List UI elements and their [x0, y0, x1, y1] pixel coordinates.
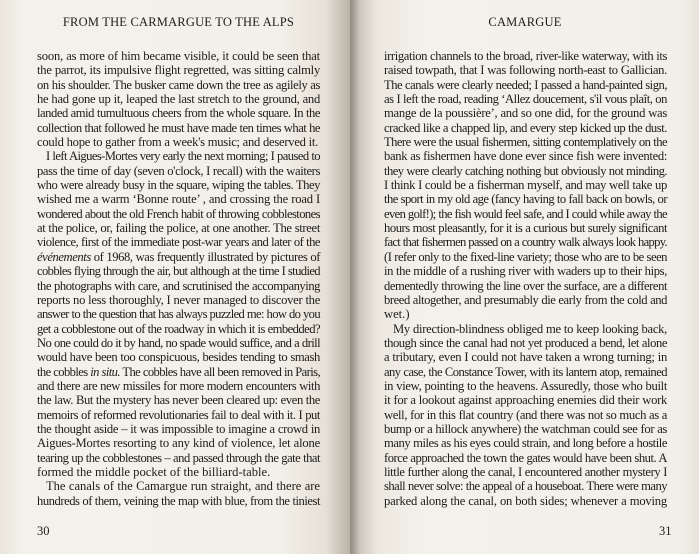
text-segment: formed the middle pocket of the billiard-table.: [37, 464, 271, 479]
text-segment: he had gone up it, leaped the last stretch to the ground, and: [37, 92, 320, 107]
running-head: FROM THE CARMARGUE TO THE ALPS: [62, 15, 295, 29]
text-segment: I left Aigues-Mortes very early the next morning; I paused to: [46, 149, 320, 164]
text-segment: (I refer only to the fixed-line variety; those who are to be seen: [384, 249, 667, 264]
text-line: [37, 322, 320, 336]
text-segment: even golf!); the fish would feel safe, and I could while away the: [384, 206, 667, 221]
text-segment: get a cobblestone out of the roadway in which it is embedded?: [37, 321, 320, 336]
text-line: [384, 393, 667, 407]
text-segment: cracked like a chapped lip, and every step kicked up the dust.: [384, 120, 667, 135]
text-segment: parked along the canal, on both sides; whenever a moving: [384, 493, 667, 508]
text-line: [384, 264, 667, 278]
text-line: [37, 494, 320, 508]
text-line: [37, 250, 320, 264]
text-segment: memoirs of reformed revolutionaries fail to deal with it. I put: [37, 407, 320, 422]
text-line: [37, 365, 320, 379]
text-segment: many miles as his eyes could strain, and long before a hostile: [384, 436, 667, 451]
text-segment: I think I could be a fisherman myself, and may well take up: [384, 178, 667, 193]
text-line: [384, 379, 667, 393]
text-line: [37, 235, 320, 249]
body-text: [384, 49, 667, 508]
text-line: [37, 336, 320, 350]
text-segment: the parrot, its impulsive flight regretted, was sitting calmly: [37, 63, 320, 78]
text-segment: hundreds of them, veining the map with blue, from the tiniest: [37, 493, 320, 508]
italic-text: in situ.: [90, 364, 120, 379]
text-line: [37, 221, 320, 235]
text-line: [37, 465, 320, 479]
text-line: [37, 164, 320, 178]
text-segment: breed altogether, and presumably die early from the cold and: [384, 292, 667, 307]
text-segment: of 1968, was frequently illustrated by pictures of: [90, 249, 320, 264]
text-line: [384, 164, 667, 178]
text-line: [37, 49, 320, 63]
text-segment: in the middle of a rushing river with waders up to their hips,: [384, 264, 667, 279]
body-text: [37, 49, 320, 508]
text-line: [37, 192, 320, 206]
text-line: [384, 465, 667, 479]
text-segment: well, for in this flat country (and there was not so much as a: [384, 407, 667, 422]
text-segment: the sport in my old age (fancy having to fall back on bowls, or: [384, 192, 667, 207]
text-line: [384, 149, 667, 163]
text-line: [37, 279, 320, 293]
text-segment: soon, as more of him became visible, it could be seen that: [37, 49, 320, 63]
text-line: [37, 479, 320, 493]
text-segment: on his shoulder. The busker came down the tree as agilely as: [37, 77, 320, 92]
text-line: [384, 221, 667, 235]
text-line: [384, 408, 667, 422]
text-line: [384, 451, 667, 465]
text-line: [37, 408, 320, 422]
text-segment: tearing up the cobblestones – and passed through the gate that: [37, 450, 320, 465]
text-line: [384, 92, 667, 106]
text-line: [37, 264, 320, 278]
text-segment: dementedly throwing the line over the surface, are a different: [384, 278, 667, 293]
text-segment: it for a lookout against approaching enemies did their work: [384, 393, 667, 408]
text-line: [37, 436, 320, 450]
text-line: [37, 207, 320, 221]
text-segment: at the police, or, failing the police, at one another. The street: [37, 221, 320, 236]
text-line: [384, 293, 667, 307]
text-line: [37, 422, 320, 436]
text-line: [37, 78, 320, 92]
text-segment: reports no less thoroughly, I never managed to discover the: [37, 292, 320, 307]
text-line: [37, 63, 320, 77]
text-line: [384, 192, 667, 206]
text-line: [384, 479, 667, 493]
text-segment: shall never solve: the appeal of a houseboat. There were many: [384, 479, 667, 494]
text-segment: cobbles flying through the air, but although at the time I studied: [37, 264, 320, 279]
text-line: [37, 393, 320, 407]
text-segment: could hope to gather from a week's music; and deserved it.: [37, 135, 319, 150]
text-line: [384, 49, 667, 63]
text-segment: in view, pointing to the heavens. Assuredly, those who built: [384, 378, 667, 393]
text-segment: little further along the canal, I encountered another mystery I: [384, 464, 667, 479]
text-segment: the cobbles: [37, 364, 91, 379]
text-line: [37, 149, 320, 163]
page-number: 31: [659, 524, 672, 538]
text-segment: The cobbles have all been removed in Paris,: [119, 364, 320, 379]
text-line: [384, 178, 667, 192]
text-line: [384, 350, 667, 364]
text-line: [384, 235, 667, 249]
text-segment: Aigues-Mortes resorting to any kind of violence, let alone: [37, 436, 320, 451]
text-line: [37, 350, 320, 364]
text-line: [384, 336, 667, 350]
text-line: [384, 106, 667, 120]
text-segment: My direction-blindness obliged me to keep looking back,: [393, 321, 667, 336]
text-segment: the photographs with care, and scrutinised the accompanying: [37, 278, 320, 293]
text-line: [384, 422, 667, 436]
text-segment: raised towpath, that I was following north-east to Gallician.: [384, 63, 667, 78]
text-line: [384, 436, 667, 450]
text-line: [37, 121, 320, 135]
text-segment: wondered about the old French habit of throwing cobblestones: [37, 206, 320, 221]
text-segment: irrigation channels to the broad, river-like waterway, with its: [384, 49, 667, 63]
text-segment: answer to the question that has always puzzled me: how do you: [37, 307, 320, 322]
text-segment: bank as fishermen have done ever since fish were invented:: [384, 149, 667, 164]
text-segment: hours most pleasantly, for it is a curious but surely significant: [384, 221, 667, 236]
text-segment: the thought aside – it was impossible to imagine a crowd in: [37, 421, 320, 436]
text-segment: pass the time of day (seven o'clock, I recall) with the waiters: [37, 163, 320, 178]
text-segment: The canals were clearly needed; I passed a hand-painted sign,: [384, 77, 667, 92]
text-line: [37, 307, 320, 321]
text-line: [384, 78, 667, 92]
text-segment: violence, first of the immediate post-war years and later of the: [37, 235, 320, 250]
text-segment: The canals of the Camargue run straight, and there are: [46, 479, 320, 494]
text-line: [37, 451, 320, 465]
text-segment: who were already busy in the square, wiping the tables. They: [37, 178, 320, 193]
text-segment: No one could do it by hand, no spade would suffice, and a drill: [37, 335, 320, 350]
text-line: [384, 365, 667, 379]
text-segment: would have been too conspicuous, besides tending to smash: [37, 350, 320, 365]
text-line: [384, 494, 667, 508]
text-segment: There were the usual fishermen, sitting contemplatively on the: [384, 135, 667, 150]
text-line: [384, 207, 667, 221]
text-segment: mange de la poussière’, and so one did, for the ground was: [384, 106, 667, 121]
text-line: [37, 106, 320, 120]
text-line: [37, 178, 320, 192]
text-line: [37, 379, 320, 393]
text-segment: a tributary, even I could not have taken a wrong turning; in: [384, 350, 667, 365]
italic-text: événements: [37, 249, 91, 264]
text-line: [37, 135, 320, 149]
text-segment: collection that followed he must have made ten times what he: [37, 120, 320, 135]
text-line: [384, 250, 667, 264]
text-segment: fact that fishermen passed on a country walk always look happy.: [384, 235, 667, 250]
text-line: [37, 293, 320, 307]
text-segment: they were clearly catching nothing but obviously not minding.: [384, 163, 667, 178]
text-line: [37, 92, 320, 106]
text-line: [384, 322, 667, 336]
text-line: [384, 307, 667, 321]
text-segment: wet.): [384, 307, 410, 322]
text-segment: landed amid tumultuous cheers from the whole square. In the: [37, 106, 320, 121]
page-number: 30: [37, 524, 50, 538]
text-line: [384, 121, 667, 135]
text-line: [384, 63, 667, 77]
text-segment: and there are new missiles for more modern encounters with: [37, 378, 320, 393]
running-head: CAMARGUE: [488, 15, 562, 29]
text-segment: force approached the town the gates would have been shut. A: [384, 450, 667, 465]
text-segment: wished me a warm ‘Bonne route’ , and crossing the road I: [37, 192, 320, 207]
text-segment: as I left the road, reading ‘Allez doucement, s'il vous plaît, on: [384, 92, 667, 107]
text-segment: though since the canal had not yet produced a bend, let alone: [384, 335, 667, 350]
text-segment: the law. But the mystery has never been cleared up: even the: [37, 393, 320, 408]
text-line: [384, 135, 667, 149]
right-page: [350, 0, 699, 554]
text-line: [384, 279, 667, 293]
text-segment: bump or a hillock anywhere) the watchman could see for as: [384, 421, 667, 436]
text-segment: any case, the Constance Tower, with its lantern atop, remained: [384, 364, 667, 379]
